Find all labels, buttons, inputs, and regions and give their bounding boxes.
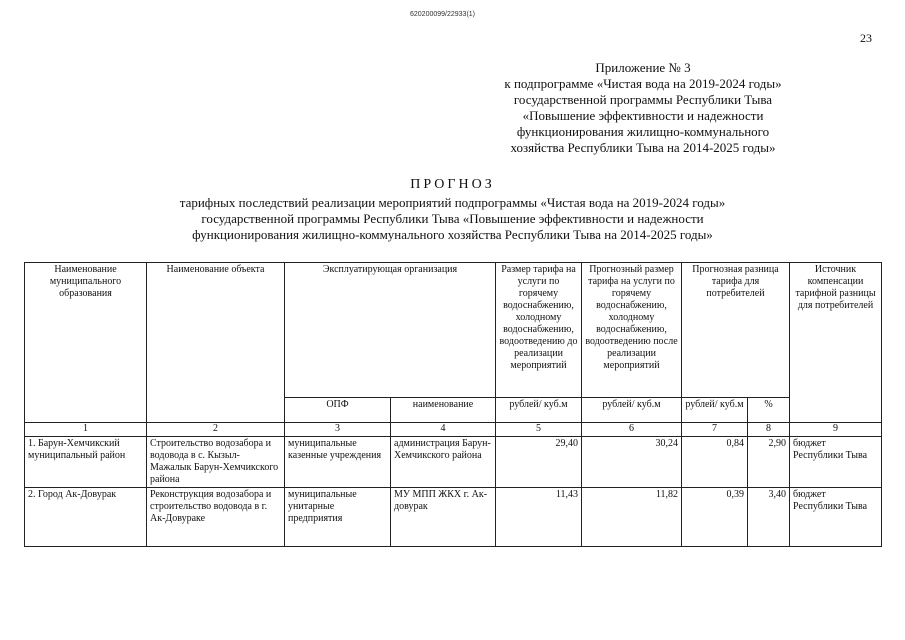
cell-opf: муниципальные унитарные предприятия (285, 488, 391, 547)
subheader-percent: % (748, 398, 790, 423)
column-number: 5 (496, 423, 582, 437)
cell-source: бюджет Республики Тыва (790, 437, 882, 488)
subtitle-line: государственной программы Республики Тыва «Повышение эффективности и надежности (201, 211, 704, 226)
subheader-unit: рублей/ куб.м (496, 398, 582, 423)
table-row (25, 488, 882, 547)
appendix-line: Приложение № 3 (595, 60, 691, 75)
column-number: 4 (391, 423, 496, 437)
header-source: Источник компенсации тарифной разницы для потребителей (790, 263, 882, 423)
column-number: 8 (748, 423, 790, 437)
appendix-line: «Повышение эффективности и надежности (522, 108, 764, 123)
column-number: 7 (682, 423, 748, 437)
page-number: 23 (860, 31, 872, 45)
header-difference: Прогнозная разница тарифа для потребителей (682, 263, 790, 398)
document-subtitle (100, 195, 805, 243)
subheader-unit: рублей/ куб.м (582, 398, 682, 423)
cell-diff-pct: 2,90 (748, 437, 790, 488)
appendix-line: функционирования жилищно-коммунального (516, 124, 770, 139)
cell-name: администрация Барун-Хемчикского района (391, 437, 496, 488)
subheader-unit: рублей/ куб.м (682, 398, 748, 423)
header-tariff-size: Размер тарифа на услуги по горячему водоснабжению, холодному водоснабжению, водоотведению до реализации мероприятий (496, 263, 582, 398)
appendix-line: хозяйства Республики Тыва на 2014-2025 годы» (510, 140, 776, 155)
subtitle-line: тарифных последствий реализации мероприятий подпрограммы «Чистая вода на 2019-2024 годы» (179, 195, 726, 210)
column-number: 9 (790, 423, 882, 437)
cell-tariff-before: 29,40 (496, 437, 582, 488)
cell-tariff-before: 11,43 (496, 488, 582, 547)
column-number: 3 (285, 423, 391, 437)
subheader-name: наименование (391, 398, 496, 423)
cell-object: Строительство водозабора и водовода в с. Кызыл-Мажалык Барун-Хемчикского района (147, 437, 285, 488)
header-object: Наименование объекта (147, 263, 285, 423)
subheader-opf: ОПФ (285, 398, 391, 423)
cell-diff-rub: 0,84 (682, 437, 748, 488)
cell-tariff-after: 30,24 (582, 437, 682, 488)
cell-source: бюджет Республики Тыва (790, 488, 882, 547)
cell-diff-rub: 0,39 (682, 488, 748, 547)
header-forecast-tariff: Прогнозный размер тарифа на услуги по горячему водоснабжению, холодному водоснабжению, водоотведению после реализации мероприятий (582, 263, 682, 398)
header-operator: Эксплуатирующая организация (285, 263, 496, 398)
table-row (25, 437, 882, 488)
column-number: 2 (147, 423, 285, 437)
cell-name: МУ МПП ЖКХ г. Ак-довурак (391, 488, 496, 547)
appendix-line: к подпрограмме «Чистая вода на 2019-2024 годы» (504, 76, 782, 91)
cell-municipality: 1. Барун-Хемчикский муниципальный район (25, 437, 147, 488)
appendix-header (433, 60, 853, 156)
appendix-line: государственной программы Республики Тыва (513, 92, 773, 107)
cell-object: Реконструкция водозабора и строительство водовода в г. Ак-Довураке (147, 488, 285, 547)
cell-municipality: 2. Город Ак-Довурак (25, 488, 147, 547)
subtitle-line: функционирования жилищно-коммунального хозяйства Республики Тыва на 2014-2025 годы» (192, 227, 713, 242)
cell-diff-pct: 3,40 (748, 488, 790, 547)
document-code: 620200099/22933(1) (410, 11, 476, 18)
column-number: 6 (582, 423, 682, 437)
forecast-table (24, 262, 882, 547)
cell-opf: муниципальные казенные учреждения (285, 437, 391, 488)
column-number: 1 (25, 423, 147, 437)
document-title: ПРОГНОЗ (410, 177, 495, 192)
cell-tariff-after: 11,82 (582, 488, 682, 547)
header-municipality: Наименование муниципального образования (25, 263, 147, 423)
